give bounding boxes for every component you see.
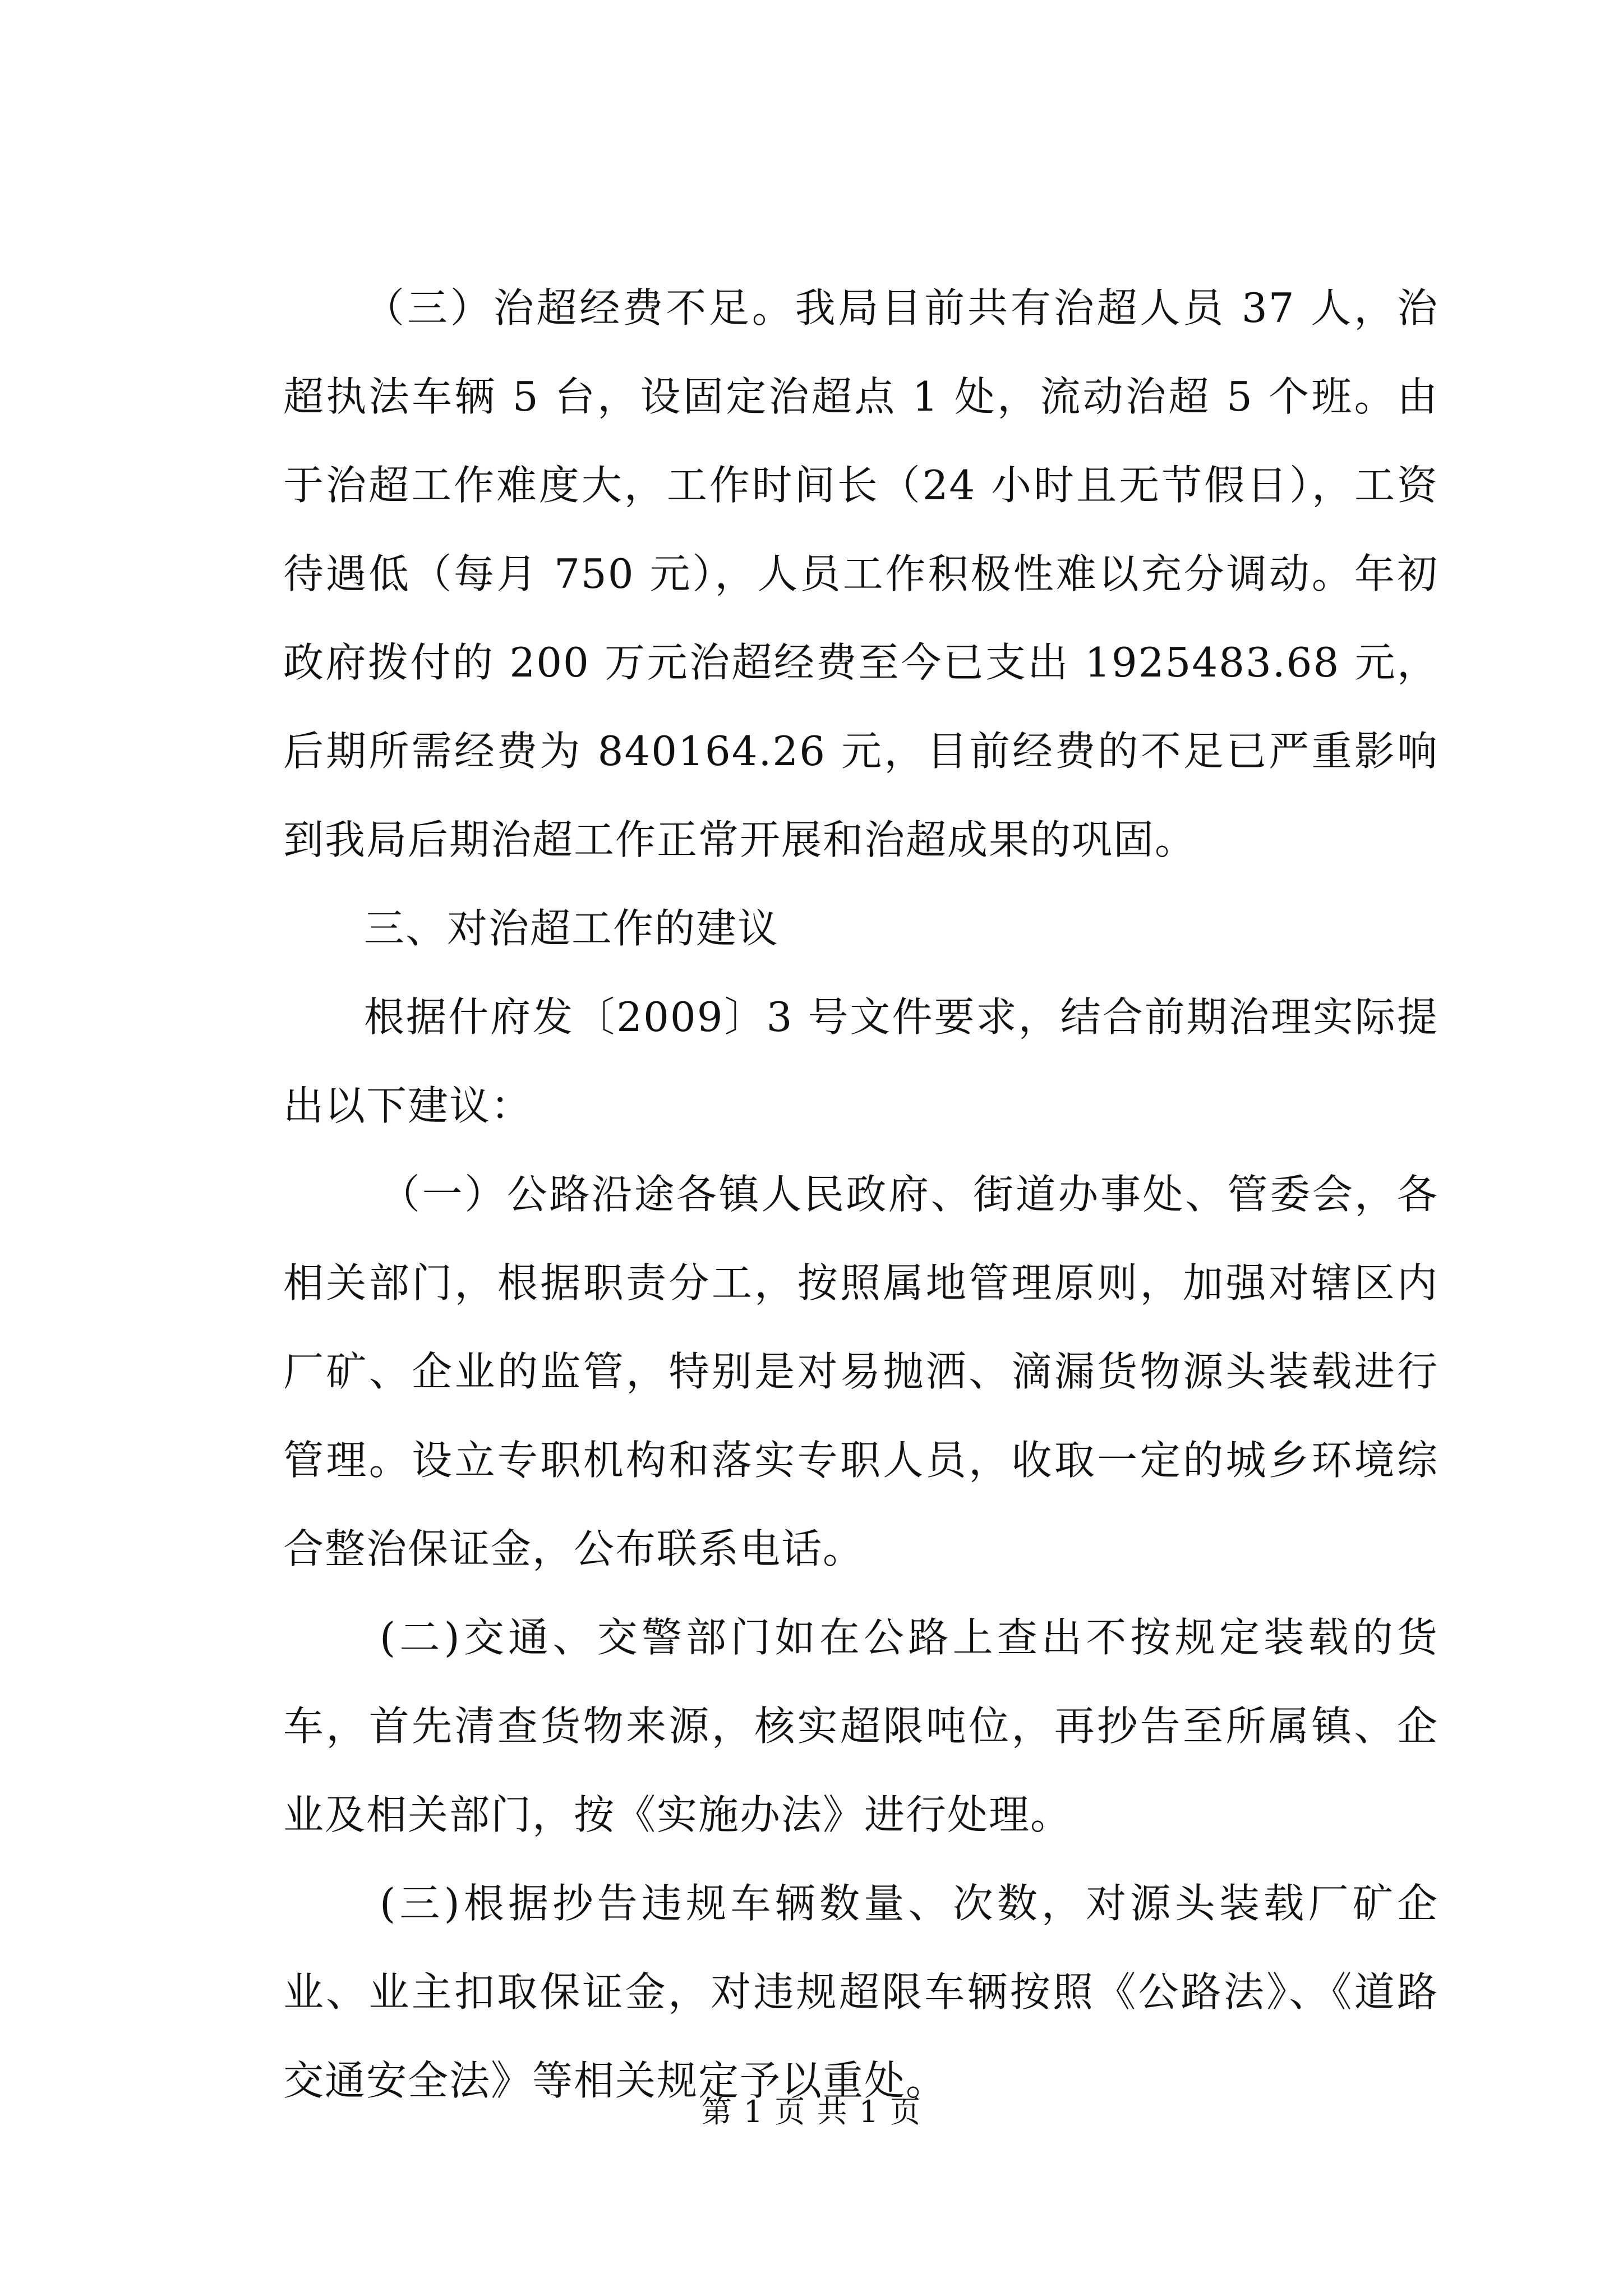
section-heading-recommendations: 三、对治超工作的建议 (364, 905, 780, 952)
paragraph-intro-recommendations: 根据什府发〔2009〕3 号文件要求，结合前期治理实际提出以下建议： (283, 993, 1438, 1129)
paragraph-recommendation-3: (三)根据抄告违规车辆数量、次数，对源头装载厂矿企业、业主扣取保证金，对违规超限车辆按照《公路法》、《道路交通安全法》等相关规定予以重处。 (283, 1880, 1438, 2104)
paragraph-recommendation-2: (二)交通、交警部门如在公路上查出不按规定装载的货车，首先清查货物来源，核实超限吨位，再抄告至所属镇、企业及相关部门，按《实施办法》进行处理。 (283, 1614, 1438, 1838)
document-body (283, 264, 1438, 2125)
page-footer: 第 1 页 共 1 页 (701, 2094, 922, 2129)
paragraph-funding-shortage: （三）治超经费不足。我局目前共有治超人员 37 人，治超执法车辆 5 台，设固定治超点 1 处，流动治超 5 个班。由于治超工作难度大，工作时间长（24 小时且无节假日），工资待遇低（每月 750 元），人员工作积极性难以充分调动。年初政府拨付的 200 万元治超经费至今已支出 1925483.68 元，后期所需经费为 840164.26 元，目前经费的不足已严重影响到我局后期治超工作正常开展和治超成果的巩固。 (283, 284, 1438, 863)
paragraph-recommendation-1: （一）公路沿途各镇人民政府、街道办事处、管委会，各相关部门，根据职责分工，按照属地管理原则，加强对辖区内厂矿、企业的监管，特别是对易抛洒、滴漏货物源头装载进行管理。设立专职机构和落实专职人员，收取一定的城乡环境综合整治保证金，公布联系电话。 (283, 1171, 1438, 1572)
